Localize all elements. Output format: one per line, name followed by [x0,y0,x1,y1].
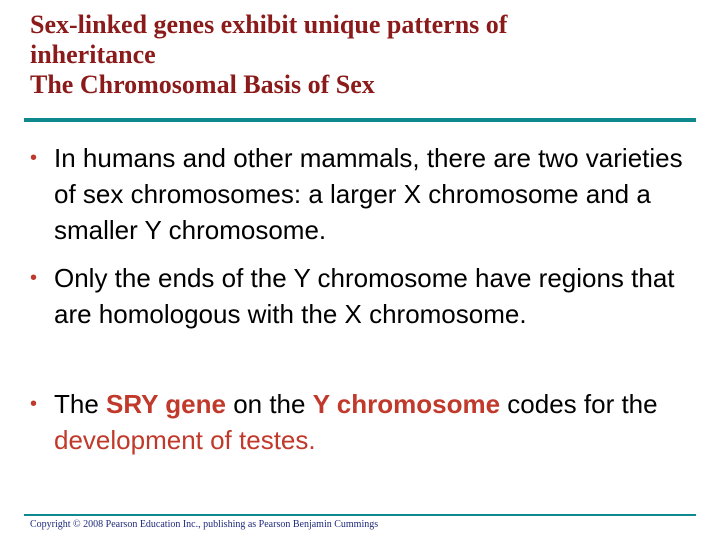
bullet-text-part: on the [225,389,313,419]
title-divider [24,118,696,122]
bullet-item-2 [30,260,700,386]
slide-title [30,10,690,100]
bullet-list [30,140,700,458]
title-line-3: The Chromosomal Basis of Sex [30,70,375,99]
bullet-text-part: The [54,389,107,419]
bullet-item-1 [30,140,700,260]
y-chromosome-highlight: Y chromosome [312,389,501,419]
bullet-marker: • [30,267,38,289]
copyright-notice: Copyright © 2008 Pearson Education Inc., publishing as Pearson Benjamin Cummings [30,519,379,530]
footer-divider [24,514,696,516]
bullet-text: In humans and other mammals, there are two varieties of sex chromosomes: a larger X chromosome and a smaller Y chromosome. [54,143,683,245]
bullet-marker: • [30,393,38,415]
bullet-text-part: codes for the [500,389,658,419]
title-line-1: Sex-linked genes exhibit unique patterns of [30,10,508,39]
bullet-text: Only the ends of the Y chromosome have regions that are homologous with the X chromosome. [54,263,675,329]
sry-gene-highlight: SRY gene [106,389,226,419]
bullet-marker: • [30,147,38,169]
title-line-2: inheritance [30,40,156,69]
bullet-item-3 [30,386,700,458]
bullet-text-part: . [308,425,316,455]
development-highlight: development of testes [54,425,309,455]
